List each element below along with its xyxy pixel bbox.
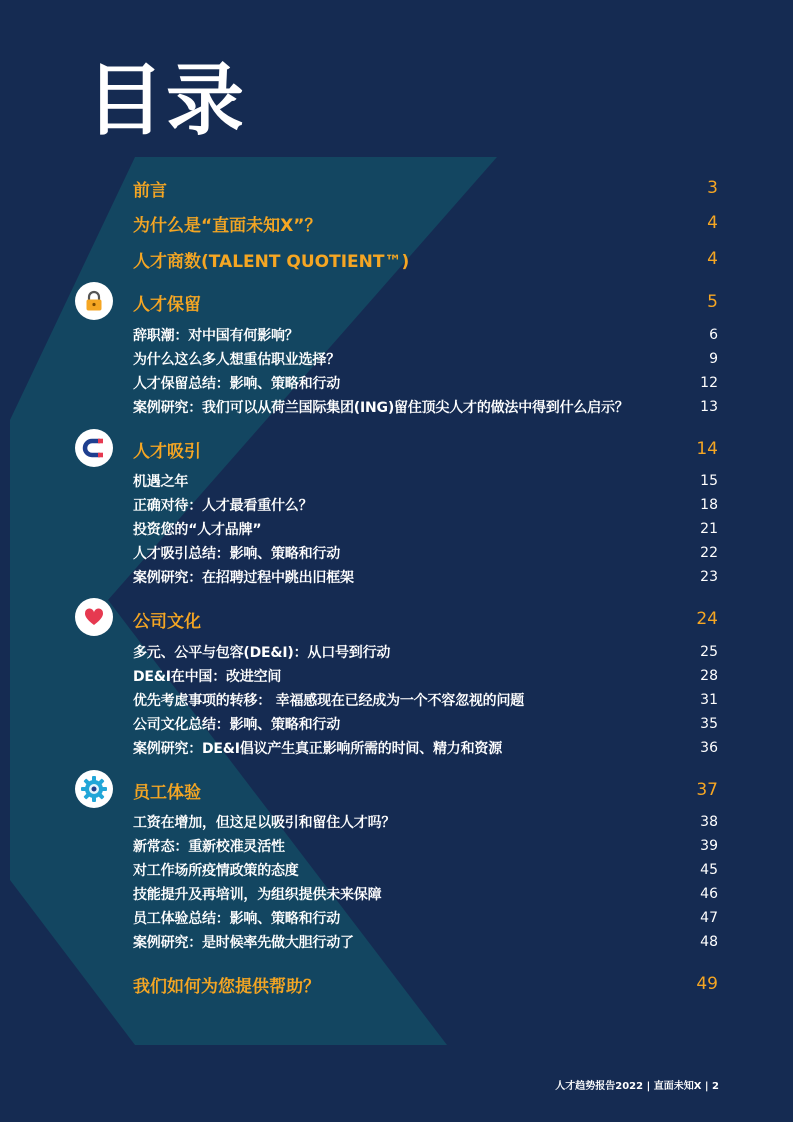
toc-entry-label: 对工作场所疫情政策的态度 [133,863,299,879]
toc-entry-page: 39 [700,838,718,854]
toc-entry-page: 25 [700,644,718,660]
toc-entry-label: 辞职潮：对中国有何影响？ [133,328,299,344]
toc-entry-page: 21 [700,521,718,537]
page-title: 目录 [86,56,247,146]
toc-entry-label: 员工体验 [133,782,201,803]
toc-entry-label: 为什么是“直面未知X”？ [133,215,322,236]
toc-entry-foreword[interactable] [133,176,718,200]
toc-entry-page: 13 [700,399,718,415]
toc-subentry[interactable] [133,567,718,587]
toc-entry-page: 4 [707,213,718,233]
toc-entry-label: 技能提升及再培训，为组织提供未来保障 [133,887,382,903]
toc-subentry[interactable] [133,812,718,832]
toc-entry-page: 47 [700,910,718,926]
toc-entry-label: DE&I在中国：改进空间 [133,669,282,685]
toc-entry-why-unknown-x[interactable] [133,211,718,235]
toc-entry-page: 3 [707,178,718,198]
toc-entry-label: 案例研究：DE&I倡议产生真正影响所需的时间、精力和资源 [133,741,503,757]
toc-entry-label: 为什么这么多人想重估职业选择？ [133,352,340,368]
toc-entry-page: 4 [707,249,718,269]
toc-subentry[interactable] [133,932,718,952]
toc-entry-label: 人才吸引总结：影响、策略和行动 [133,546,340,562]
magnet-icon [75,429,113,467]
toc-subentry[interactable] [133,738,718,758]
toc-subentry[interactable] [133,690,718,710]
toc-entry-label: 我们如何为您提供帮助？ [133,976,320,997]
toc-entry-page: 5 [707,292,718,312]
toc-subentry[interactable] [133,543,718,563]
toc-entry-page: 28 [700,668,718,684]
toc-entry-label: 机遇之年 [133,474,189,490]
toc-entry-page: 18 [700,497,718,513]
toc-entry-page: 22 [700,545,718,561]
toc-subentry[interactable] [133,714,718,734]
toc-entry-page: 35 [700,716,718,732]
toc-entry-label: 多元、公平与包容(DE&I)：从口号到行动 [133,645,391,661]
toc-entry-page: 14 [696,439,718,459]
toc-subentry[interactable] [133,325,718,345]
toc-entry-page: 49 [696,974,718,994]
toc-subentry[interactable] [133,884,718,904]
toc-subentry[interactable] [133,495,718,515]
toc-subentry[interactable] [133,908,718,928]
toc-entry-label: 人才商数(TALENT QUOTIENT™) [133,251,410,272]
toc-entry-page: 46 [700,886,718,902]
toc-entry-label: 案例研究：是时候率先做大胆行动了 [133,935,354,951]
page-footer: 人才趋势报告2022 | 直面未知X | 2 [555,1081,719,1092]
toc-entry-label: 工资在增加，但这足以吸引和留住人才吗？ [133,815,396,831]
toc-entry-page: 23 [700,569,718,585]
toc-entry-page: 9 [709,351,718,367]
toc-entry-page: 24 [696,609,718,629]
toc-entry-label: 公司文化总结：影响、策略和行动 [133,717,340,733]
toc-subentry[interactable] [133,471,718,491]
toc-entry-label: 投资您的“人才品牌” [133,522,262,538]
toc-subentry[interactable] [133,666,718,686]
toc-entry-label: 新常态：重新校准灵活性 [133,839,285,855]
toc-section-talent-attraction[interactable] [133,437,718,461]
toc-entry-talent-quotient[interactable] [133,247,718,271]
toc-entry-label: 公司文化 [133,611,201,632]
toc-entry-label: 人才保留总结：影响、策略和行动 [133,376,340,392]
heart-icon [75,598,113,636]
toc-entry-label: 人才吸引 [133,441,201,462]
toc-subentry[interactable] [133,519,718,539]
toc-section-talent-retention[interactable] [133,290,718,314]
toc-entry-label: 优先考虑事项的转移： 幸福感现在已经成为一个不容忽视的问题 [133,693,525,709]
toc-section-employee-experience[interactable] [133,778,718,802]
toc-entry-label: 正确对待：人才最看重什么？ [133,498,313,514]
toc-entry-page: 12 [700,375,718,391]
toc-entry-page: 37 [696,780,718,800]
toc-entry-page: 36 [700,740,718,756]
toc-entry-page: 48 [700,934,718,950]
toc-subentry[interactable] [133,836,718,856]
toc-subentry[interactable] [133,349,718,369]
toc-subentry[interactable] [133,860,718,880]
toc-entry-label: 案例研究：我们可以从荷兰国际集团(ING)留住顶尖人才的做法中得到什么启示？ [133,400,629,416]
toc-subentry[interactable] [133,373,718,393]
toc-subentry[interactable] [133,642,718,662]
toc-entry-label: 案例研究：在招聘过程中跳出旧框架 [133,570,354,586]
toc-entry-page: 38 [700,814,718,830]
toc-entry-page: 31 [700,692,718,708]
toc-entry-page: 45 [700,862,718,878]
toc-entry-page: 15 [700,473,718,489]
toc-entry-label: 前言 [133,180,167,201]
toc-entry-page: 6 [709,327,718,343]
toc-subentry[interactable] [133,397,718,417]
toc-entry-label: 人才保留 [133,294,201,315]
toc-entry-label: 员工体验总结：影响、策略和行动 [133,911,340,927]
toc-section-company-culture[interactable] [133,607,718,631]
toc-entry-how-we-help[interactable] [133,972,718,996]
gear-icon [75,770,113,808]
lock-icon [75,282,113,320]
